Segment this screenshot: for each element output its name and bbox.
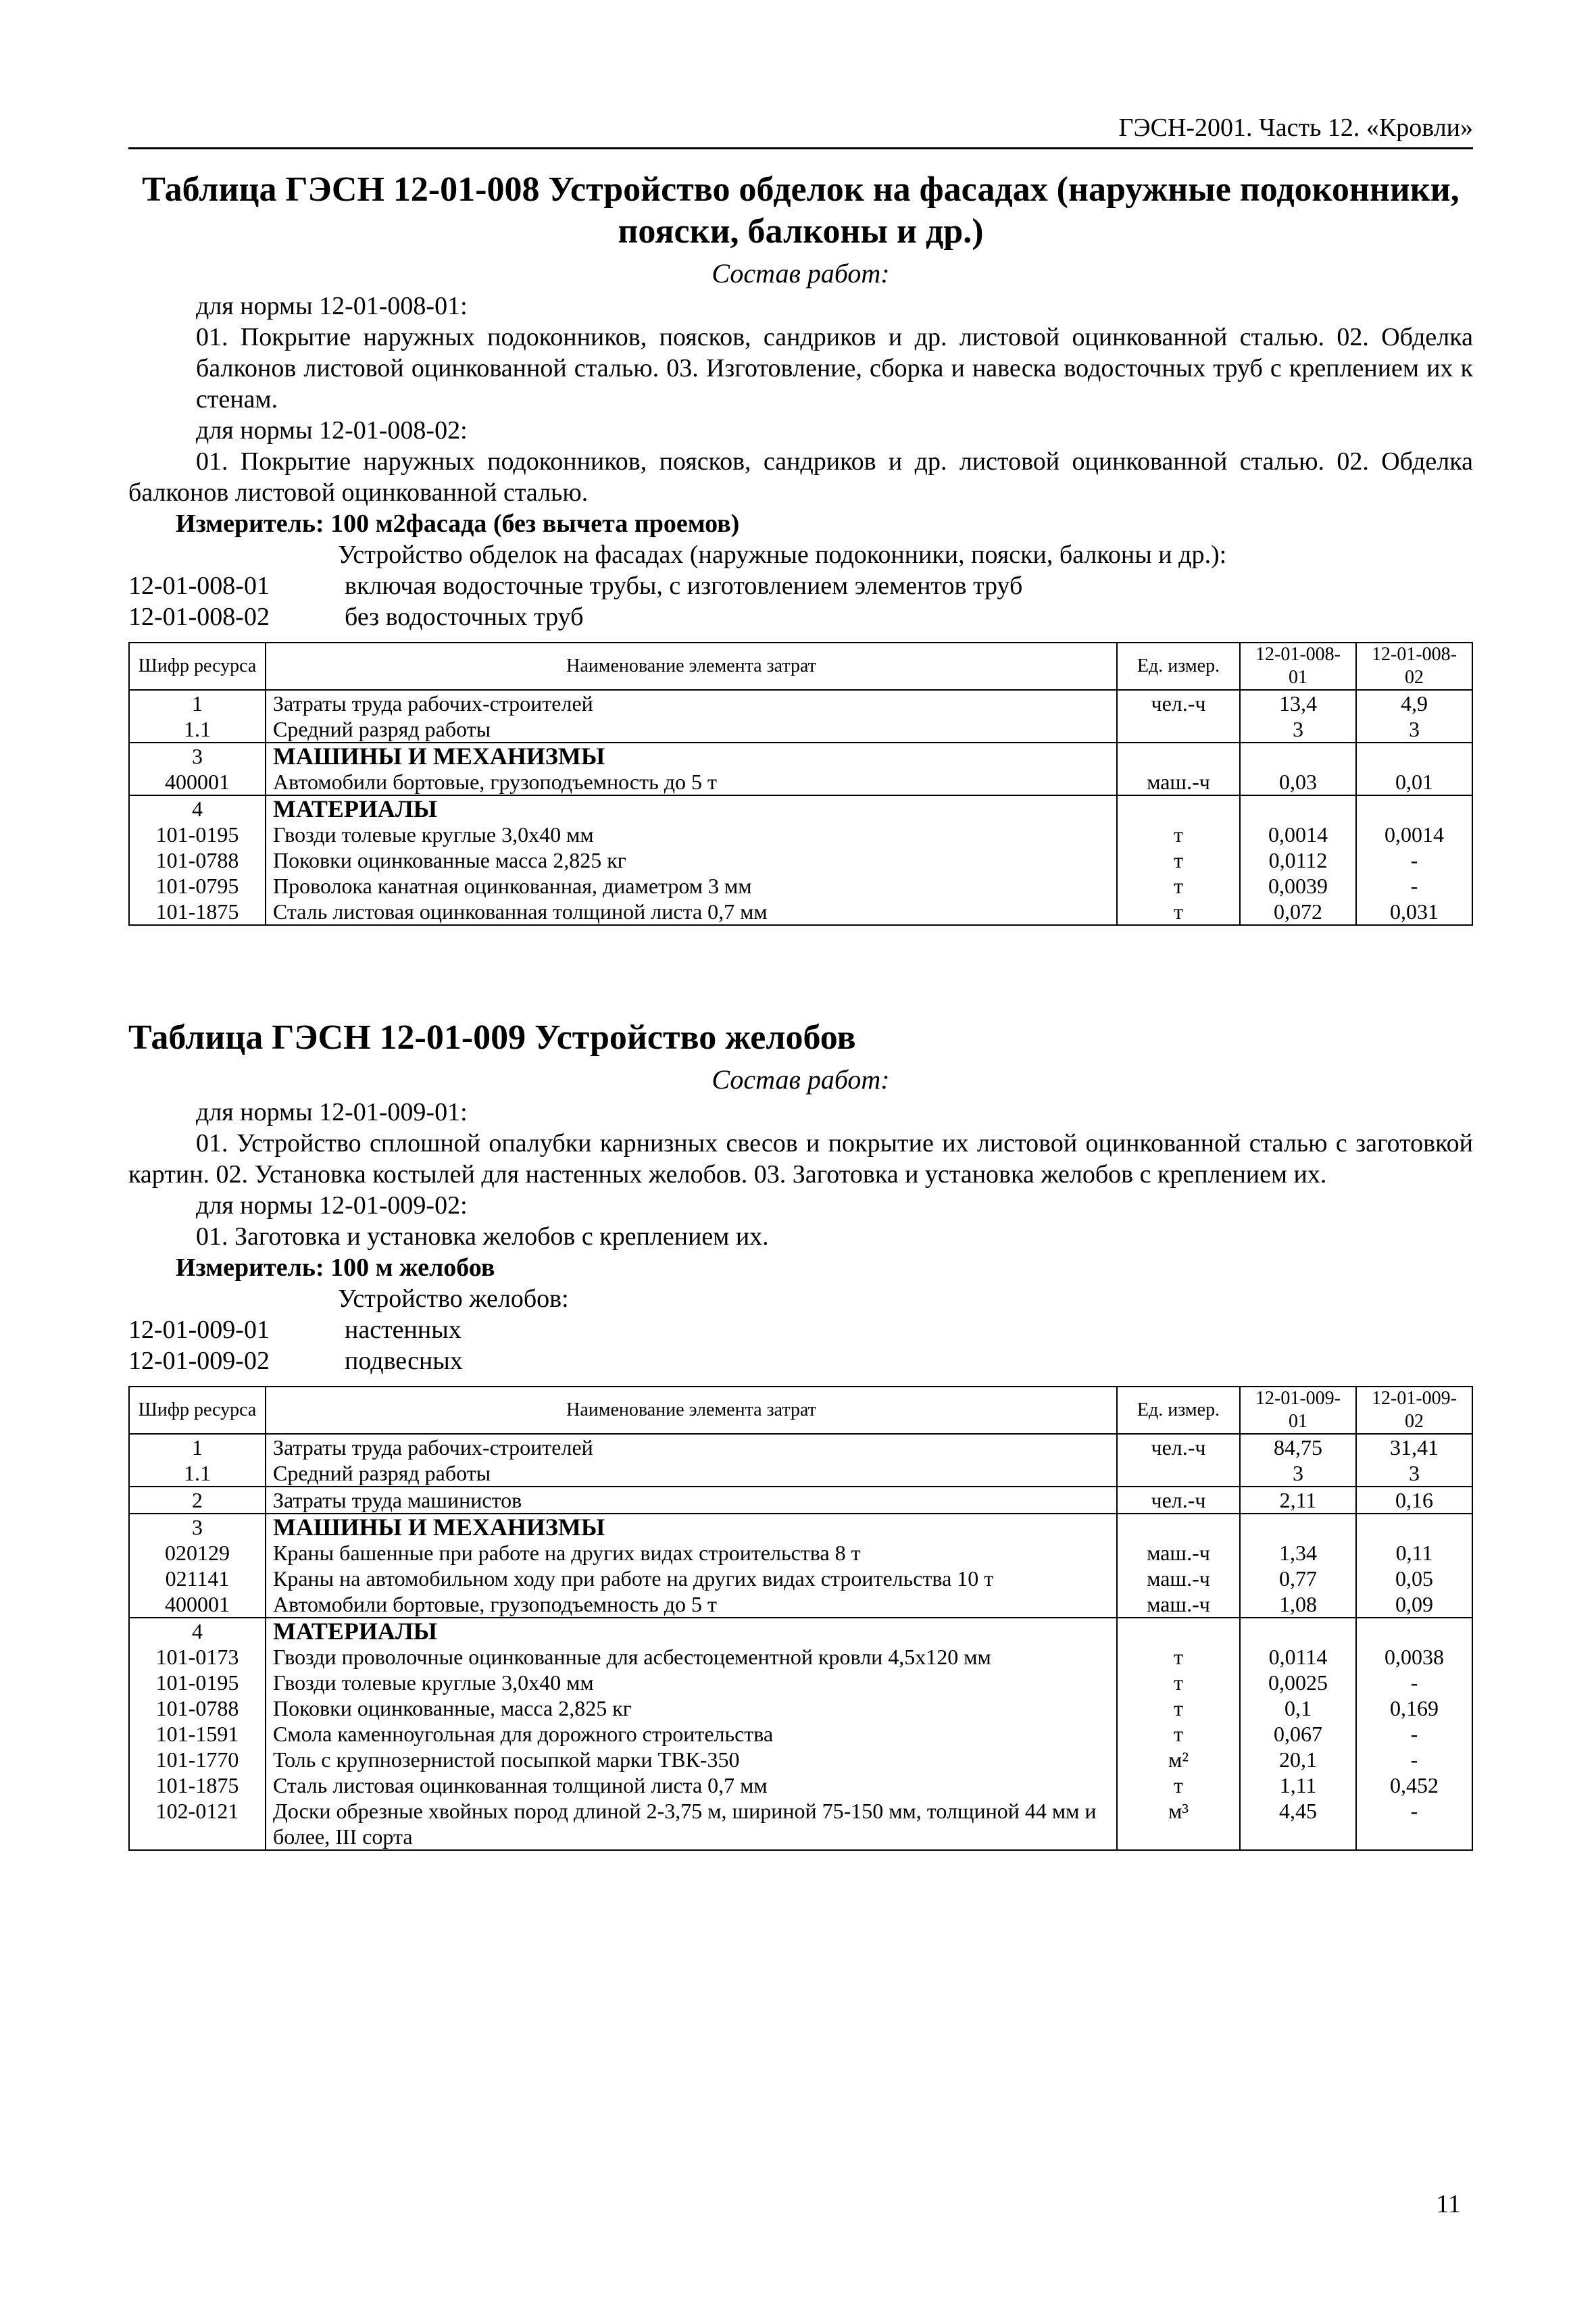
cell-value-2: 0,0014 <box>1356 822 1472 847</box>
cell-unit <box>1117 1460 1240 1487</box>
cell-unit <box>1117 795 1240 822</box>
cell-value-1: 1,34 <box>1240 1540 1356 1566</box>
cell-value-1: 0,1 <box>1240 1695 1356 1721</box>
cell-value-1: 1,08 <box>1240 1591 1356 1618</box>
cell-value-2: 0,031 <box>1356 899 1472 925</box>
table1-norm2-label: для нормы 12-01-008-02: <box>196 416 468 445</box>
cell-unit: т <box>1117 1670 1240 1695</box>
cell-value-2: 0,05 <box>1356 1566 1472 1591</box>
cell-name: Сталь листовая оцинкованная толщиной листа 0,7 мм <box>266 1772 1117 1798</box>
table-row <box>129 873 1472 899</box>
cell-value-2: 0,0038 <box>1356 1644 1472 1670</box>
cell-unit: маш.-ч <box>1117 1566 1240 1591</box>
table2-norm2-text: 01. Заготовка и установка желобов с креплением их. <box>196 1222 769 1251</box>
norm-text: без водосточных труб <box>345 603 584 631</box>
cell-value-2: - <box>1356 1670 1472 1695</box>
cell-value-2: - <box>1356 1798 1472 1850</box>
norm-item <box>128 570 1473 601</box>
norm-code: 12-01-008-01 <box>128 572 270 600</box>
cell-value-1 <box>1240 743 1356 769</box>
cell-unit: м³ <box>1117 1798 1240 1850</box>
cell-value-2: 0,452 <box>1356 1772 1472 1798</box>
cell-unit: чел.-ч <box>1117 1434 1240 1460</box>
table1-title-line2: пояски, балконы и др.) <box>618 212 984 251</box>
table2-title: Таблица ГЭСН 12-01-009 Устройство желобов <box>128 1018 856 1057</box>
table1-title-line1: Таблица ГЭСН 12-01-008 Устройство обделок на фасадах (наружные подоконники, <box>142 170 1460 209</box>
table1-subtitle: Устройство обделок на фасадах (наружные подоконники, пояски, балконы и др.): <box>338 541 1227 569</box>
table-row <box>129 690 1472 716</box>
table-row <box>129 1695 1472 1721</box>
cell-value-2 <box>1356 1618 1472 1644</box>
norm-code: 12-01-008-02 <box>128 603 270 631</box>
cell-unit: чел.-ч <box>1117 1487 1240 1514</box>
cell-value-1: 20,1 <box>1240 1747 1356 1772</box>
cell-value-2: 0,169 <box>1356 1695 1472 1721</box>
table1-header-name: Наименование элемента затрат <box>266 643 1117 690</box>
cell-name: МАТЕРИАЛЫ <box>266 795 1117 822</box>
cell-code: 400001 <box>129 1591 266 1618</box>
table-row <box>129 1747 1472 1772</box>
cell-value-2: 0,16 <box>1356 1487 1472 1514</box>
table-row <box>129 1591 1472 1618</box>
table-row <box>129 795 1472 822</box>
cell-name: Краны на автомобильном ходу при работе на других видах строительства 10 т <box>266 1566 1117 1591</box>
cell-name: Автомобили бортовые, грузоподъемность до 5 т <box>266 1591 1117 1618</box>
table-row <box>129 899 1472 925</box>
cell-name: Смола каменноугольная для дорожного строительства <box>266 1721 1117 1747</box>
cell-code: 1.1 <box>129 1460 266 1487</box>
cell-value-1: 0,072 <box>1240 899 1356 925</box>
cell-value-1: 2,11 <box>1240 1487 1356 1514</box>
cell-value-1: 0,0112 <box>1240 847 1356 873</box>
norm-item <box>128 1314 1473 1345</box>
cell-value-1 <box>1240 1618 1356 1644</box>
table-row <box>129 1618 1472 1644</box>
norm-item <box>128 601 1473 632</box>
table1-measure: Измеритель: 100 м2фасада (без вычета проемов) <box>176 509 740 538</box>
table2-section <box>128 1017 1473 1851</box>
norm-item <box>128 1345 1473 1376</box>
cell-name: МАТЕРИАЛЫ <box>266 1618 1117 1644</box>
cell-value-1: 0,03 <box>1240 769 1356 795</box>
cell-value-1 <box>1240 1514 1356 1540</box>
table2-composition-label: Состав работ: <box>712 1064 890 1095</box>
table1-section <box>128 169 1473 926</box>
cell-value-2: - <box>1356 847 1472 873</box>
cell-name: Доски обрезные хвойных пород длиной 2-3,75 м, шириной 75-150 мм, толщиной 44 мм и более, III сорта <box>266 1798 1117 1850</box>
cell-name: Затраты труда рабочих-строителей <box>266 1434 1117 1460</box>
table2-norm1-label: для нормы 12-01-009-01: <box>196 1098 468 1126</box>
norm-text: настенных <box>345 1316 462 1344</box>
cell-unit <box>1117 1514 1240 1540</box>
table-row <box>129 1566 1472 1591</box>
table-row <box>129 1721 1472 1747</box>
cell-name: Гвозди толевые круглые 3,0х40 мм <box>266 822 1117 847</box>
table1-header-unit: Ед. измер. <box>1117 643 1240 690</box>
cell-code: 020129 <box>129 1540 266 1566</box>
cell-value-2: - <box>1356 873 1472 899</box>
cell-unit: маш.-ч <box>1117 769 1240 795</box>
cell-name: Проволока канатная оцинкованная, диаметром 3 мм <box>266 873 1117 899</box>
table1-norm2-text: 01. Покрытие наружных подоконников, поясков, сандриков и др. листовой оцинкованной сталью. 02. Обделка балконов листовой оцинкованной сталью. <box>128 447 1473 507</box>
cell-unit: т <box>1117 1721 1240 1747</box>
cell-unit: чел.-ч <box>1117 690 1240 716</box>
cell-value-2: 3 <box>1356 1460 1472 1487</box>
norm-text: включая водосточные трубы, с изготовлением элементов труб <box>345 572 1023 600</box>
cell-value-2: - <box>1356 1721 1472 1747</box>
table-row <box>129 1644 1472 1670</box>
table1-body <box>129 690 1472 925</box>
cell-name: Средний разряд работы <box>266 716 1117 743</box>
table1-header-col2: 12-01-008-02 <box>1356 643 1472 690</box>
cell-unit: т <box>1117 822 1240 847</box>
cell-name: Затраты труда машинистов <box>266 1487 1117 1514</box>
cell-value-1: 1,11 <box>1240 1772 1356 1798</box>
page-number: 11 <box>1436 2190 1461 2218</box>
cell-code: 021141 <box>129 1566 266 1591</box>
cell-value-2: 4,9 <box>1356 690 1472 716</box>
cell-unit: т <box>1117 1644 1240 1670</box>
cell-unit: т <box>1117 1695 1240 1721</box>
cell-name: Затраты труда рабочих-строителей <box>266 690 1117 716</box>
cell-unit <box>1117 1618 1240 1644</box>
cell-value-2: - <box>1356 1747 1472 1772</box>
cell-unit: маш.-ч <box>1117 1540 1240 1566</box>
cell-code: 2 <box>129 1487 266 1514</box>
cell-code: 101-1591 <box>129 1721 266 1747</box>
cell-value-2: 31,41 <box>1356 1434 1472 1460</box>
table2-header-name: Наименование элемента затрат <box>266 1387 1117 1434</box>
norm-code: 12-01-009-02 <box>128 1347 270 1375</box>
table2-measure: Измеритель: 100 м желобов <box>176 1253 495 1282</box>
table1-header-col1: 12-01-008-01 <box>1240 643 1356 690</box>
table-row <box>129 743 1472 769</box>
cell-value-1: 4,45 <box>1240 1798 1356 1850</box>
cell-value-1: 84,75 <box>1240 1434 1356 1460</box>
table2-norm1-text: 01. Устройство сплошной опалубки карнизных свесов и покрытие их листовой оцинкованной сталью с заготовкой картин. 02. Установка костылей для настенных желобов. 03. Заготовка и установка желобов с креплением их. <box>128 1129 1473 1189</box>
cell-unit <box>1117 716 1240 743</box>
table2-norm2-label: для нормы 12-01-009-02: <box>196 1191 468 1220</box>
table2-header-col1: 12-01-009-01 <box>1240 1387 1356 1434</box>
cell-value-1: 0,0039 <box>1240 873 1356 899</box>
cell-code: 101-0195 <box>129 822 266 847</box>
cell-code: 1 <box>129 690 266 716</box>
cell-code: 101-1875 <box>129 899 266 925</box>
cell-value-1 <box>1240 795 1356 822</box>
cell-value-1: 0,067 <box>1240 1721 1356 1747</box>
cell-value-1: 0,77 <box>1240 1566 1356 1591</box>
cell-code: 101-0195 <box>129 1670 266 1695</box>
cell-name: МАШИНЫ И МЕХАНИЗМЫ <box>266 1514 1117 1540</box>
cell-unit: маш.-ч <box>1117 1591 1240 1618</box>
table-row <box>129 1540 1472 1566</box>
cell-value-2 <box>1356 795 1472 822</box>
table2-body <box>129 1434 1472 1850</box>
cell-value-2 <box>1356 1514 1472 1540</box>
norm-code: 12-01-009-01 <box>128 1316 270 1344</box>
cell-unit: т <box>1117 899 1240 925</box>
cell-value-2: 0,09 <box>1356 1591 1472 1618</box>
table1-norm1-label: для нормы 12-01-008-01: <box>196 292 468 320</box>
cell-code: 101-0788 <box>129 847 266 873</box>
running-header: ГЭСН-2001. Часть 12. «Кровли» <box>128 108 1473 149</box>
table-row <box>129 769 1472 795</box>
cell-name: Поковки оцинкованные, масса 2,825 кг <box>266 1695 1117 1721</box>
cell-value-2: 0,11 <box>1356 1540 1472 1566</box>
cell-code: 4 <box>129 1618 266 1644</box>
cell-value-2: 3 <box>1356 716 1472 743</box>
table-row <box>129 822 1472 847</box>
cell-name: Сталь листовая оцинкованная толщиной листа 0,7 мм <box>266 899 1117 925</box>
cell-code: 101-1770 <box>129 1747 266 1772</box>
cell-value-1: 0,0114 <box>1240 1644 1356 1670</box>
cell-code: 1.1 <box>129 716 266 743</box>
table-row <box>129 1434 1472 1460</box>
cell-code: 3 <box>129 1514 266 1540</box>
cell-value-1: 13,4 <box>1240 690 1356 716</box>
cell-code: 101-1875 <box>129 1772 266 1798</box>
cell-unit: т <box>1117 847 1240 873</box>
cell-value-1: 3 <box>1240 1460 1356 1487</box>
cell-value-1: 3 <box>1240 716 1356 743</box>
cell-name: Гвозди проволочные оцинкованные для асбестоцементной кровли 4,5х120 мм <box>266 1644 1117 1670</box>
table1 <box>128 642 1473 926</box>
table-row <box>129 716 1472 743</box>
table-row <box>129 1460 1472 1487</box>
cell-code: 101-0795 <box>129 873 266 899</box>
cell-value-1: 0,0025 <box>1240 1670 1356 1695</box>
cell-unit: т <box>1117 873 1240 899</box>
cell-code: 101-0788 <box>129 1695 266 1721</box>
cell-code: 3 <box>129 743 266 769</box>
table2-header-unit: Ед. измер. <box>1117 1387 1240 1434</box>
table2-header-col2: 12-01-009-02 <box>1356 1387 1472 1434</box>
cell-value-2: 0,01 <box>1356 769 1472 795</box>
cell-name: Автомобили бортовые, грузоподъемность до 5 т <box>266 769 1117 795</box>
cell-code: 400001 <box>129 769 266 795</box>
cell-code: 102-0121 <box>129 1798 266 1850</box>
norm-text: подвесных <box>345 1347 463 1375</box>
table2-header-code: Шифр ресурса <box>129 1387 266 1434</box>
table-row <box>129 1670 1472 1695</box>
table-row <box>129 1514 1472 1540</box>
table1-norm-list <box>128 570 1473 632</box>
cell-value-2 <box>1356 743 1472 769</box>
cell-code: 101-0173 <box>129 1644 266 1670</box>
table1-composition-label: Состав работ: <box>712 258 890 289</box>
cell-name: Гвозди толевые круглые 3,0х40 мм <box>266 1670 1117 1695</box>
cell-unit: м² <box>1117 1747 1240 1772</box>
table1-header-code: Шифр ресурса <box>129 643 266 690</box>
cell-unit: т <box>1117 1772 1240 1798</box>
cell-code: 1 <box>129 1434 266 1460</box>
table-row <box>129 847 1472 873</box>
cell-name: Поковки оцинкованные масса 2,825 кг <box>266 847 1117 873</box>
table1-norm1-text: 01. Покрытие наружных подоконников, поясков, сандриков и др. листовой оцинкованной сталью. 02. Обделка балконов листовой оцинкованной сталью. 03. Изготовление, сборка и навеска водосточных труб с креплением их к стенам. <box>196 323 1473 414</box>
cell-name: Средний разряд работы <box>266 1460 1117 1487</box>
cell-name: МАШИНЫ И МЕХАНИЗМЫ <box>266 743 1117 769</box>
cell-value-1: 0,0014 <box>1240 822 1356 847</box>
table-row <box>129 1487 1472 1514</box>
table2-norm-list <box>128 1314 1473 1376</box>
cell-unit <box>1117 743 1240 769</box>
table2 <box>128 1386 1473 1851</box>
table-row <box>129 1798 1472 1850</box>
table2-subtitle: Устройство желобов: <box>338 1285 569 1313</box>
cell-name: Краны башенные при работе на других видах строительства 8 т <box>266 1540 1117 1566</box>
cell-code: 4 <box>129 795 266 822</box>
cell-name: Толь с крупнозернистой посыпкой марки ТВК-350 <box>266 1747 1117 1772</box>
table-row <box>129 1772 1472 1798</box>
